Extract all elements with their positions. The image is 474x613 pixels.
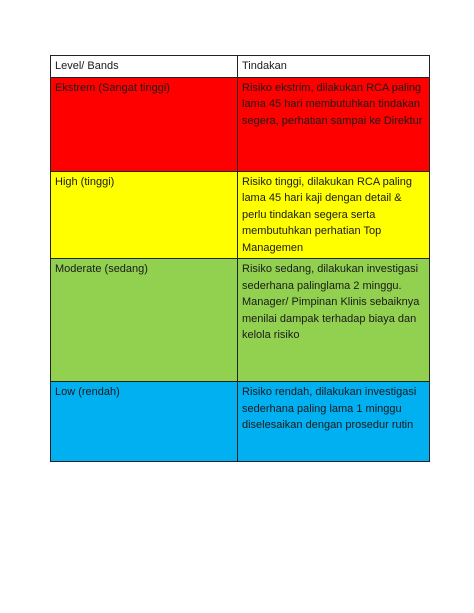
action-cell-high: Risiko tinggi, dilakukan RCA paling lama 45 hari kaji dengan detail & perlu tindakan segera serta membutuhkan perhatian Top Managemen (238, 171, 430, 259)
action-cell-extreme: Risiko ekstrim, dilakukan RCA paling lama 45 hari membutuhkan tindakan segera, perhatian sampai ke Direktur (238, 77, 430, 171)
table-row-moderate (51, 259, 430, 382)
level-cell-moderate: Moderate (sedang) (51, 259, 238, 382)
table-row-low (51, 382, 430, 462)
action-cell-low: Risiko rendah, dilakukan investigasi sederhana paling lama 1 minggu diselesaikan dengan prosedur rutin (238, 382, 430, 462)
table-row-high (51, 171, 430, 259)
level-cell-extreme: Ekstrem (Sangat tinggi) (51, 77, 238, 171)
header-level-cell: Level/ Bands (51, 56, 238, 78)
action-cell-moderate: Risiko sedang, dilakukan investigasi sederhana palinglama 2 minggu. Manager/ Pimpinan Klinis sebaiknya menilai dampak terhadap biaya dan kelola risiko (238, 259, 430, 382)
risk-level-table (50, 55, 430, 462)
header-action-cell: Tindakan (238, 56, 430, 78)
level-cell-high: High (tinggi) (51, 171, 238, 259)
level-cell-low: Low (rendah) (51, 382, 238, 462)
table-row-extreme (51, 77, 430, 171)
table-header-row (51, 56, 430, 78)
